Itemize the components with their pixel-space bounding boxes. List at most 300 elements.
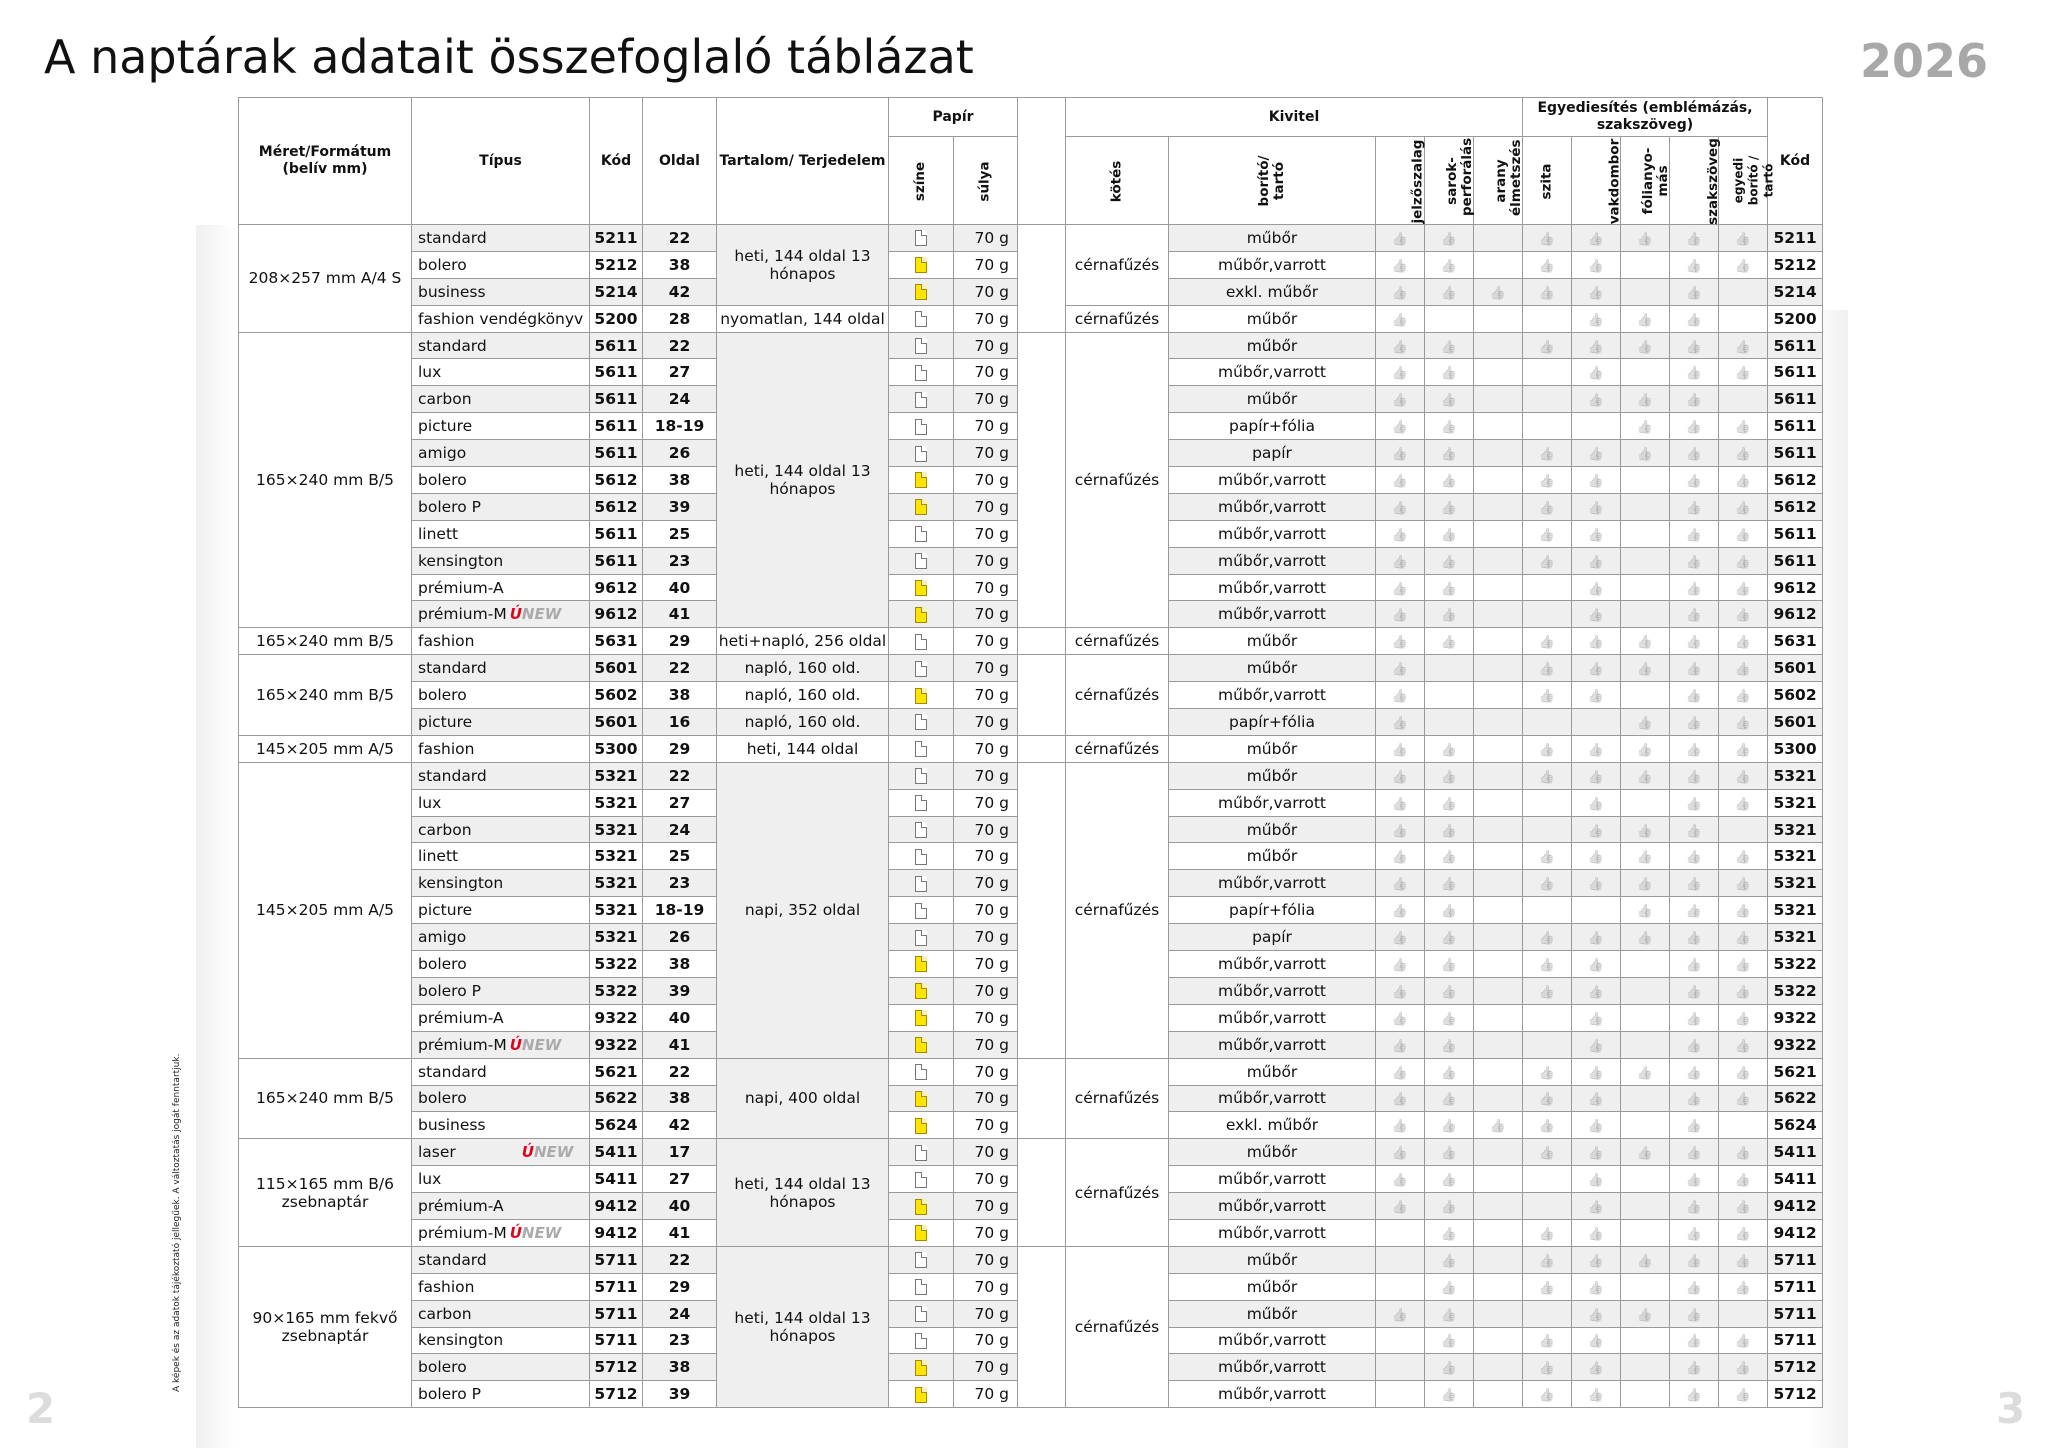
thumbs-up-icon: 👍: [1734, 447, 1752, 463]
feature-mark-cell: [1572, 816, 1621, 843]
thumbs-up-icon: 👍: [1734, 1253, 1752, 1269]
feature-mark-cell: [1376, 628, 1425, 655]
feature-mark-cell: [1523, 1273, 1572, 1300]
thumbs-up-icon: 👍: [1587, 984, 1605, 1000]
type-label: bolero: [418, 470, 467, 489]
thumbs-up-icon: 👍: [1685, 258, 1703, 274]
code-cell: 5321: [590, 789, 643, 816]
feature-mark-cell: [1670, 1300, 1719, 1327]
thumbs-up-icon: 👍: [1587, 931, 1605, 947]
paper-weight-cell: 70 g: [954, 1327, 1018, 1354]
code-cell-right: 5321: [1768, 843, 1823, 870]
feature-mark-cell: [1719, 924, 1768, 951]
feature-mark-cell: [1670, 762, 1719, 789]
feature-mark-cell: [1474, 843, 1523, 870]
feature-mark-cell: [1719, 735, 1768, 762]
thumbs-up-icon: 👍: [1734, 473, 1752, 489]
thumbs-up-icon: 👍: [1538, 527, 1556, 543]
thumbs-up-icon: 👍: [1587, 1065, 1605, 1081]
cover-cell: papír+fólia: [1169, 709, 1376, 736]
feature-mark-cell: [1523, 1300, 1572, 1327]
binding-cell: cérnafűzés: [1066, 628, 1169, 655]
feature-mark-cell: [1621, 440, 1670, 467]
new-badge-u: Ú: [509, 605, 522, 624]
type-cell: [412, 1381, 590, 1408]
binding-cell: cérnafűzés: [1066, 305, 1169, 332]
feature-mark-cell: [1474, 1273, 1523, 1300]
type-cell: [412, 225, 590, 252]
feature-mark-cell: [1621, 413, 1670, 440]
type-cell: [412, 547, 590, 574]
code-cell: 5611: [590, 413, 643, 440]
thumbs-up-icon: 👍: [1391, 581, 1409, 597]
cover-cell: műbőr,varrott: [1169, 789, 1376, 816]
thumbs-up-icon: 👍: [1636, 312, 1654, 328]
paper-color-cell: [889, 1327, 954, 1354]
code-cell-right: 5321: [1768, 789, 1823, 816]
feature-mark-cell: [1376, 520, 1425, 547]
thumbs-up-icon: 👍: [1734, 1011, 1752, 1027]
feature-mark-cell: [1719, 332, 1768, 359]
feature-mark-cell: [1523, 467, 1572, 494]
thumbs-up-icon: 👍: [1440, 877, 1458, 893]
thumbs-up-icon: 👍: [1636, 850, 1654, 866]
header-cover: borító/ tartó: [1169, 137, 1376, 225]
yellow-paper-icon: [915, 1010, 927, 1026]
code-cell-right: 5712: [1768, 1354, 1823, 1381]
feature-mark-cell: [1719, 359, 1768, 386]
code-cell-right: 5321: [1768, 924, 1823, 951]
feature-mark-cell: [1425, 574, 1474, 601]
size-cell: 145×205 mm A/5: [239, 762, 412, 1058]
code-cell: 5711: [590, 1300, 643, 1327]
code-cell-right: 5300: [1768, 735, 1823, 762]
thumbs-up-icon: 👍: [1391, 635, 1409, 651]
thumbs-up-icon: 👍: [1538, 1253, 1556, 1269]
pages-cell: 28: [643, 305, 717, 332]
feature-mark-cell: [1474, 359, 1523, 386]
feature-mark-cell: [1523, 870, 1572, 897]
paper-color-cell: [889, 977, 954, 1004]
feature-mark-cell: [1621, 1139, 1670, 1166]
feature-mark-cell: [1719, 1112, 1768, 1139]
type-label: carbon: [418, 390, 472, 409]
feature-mark-cell: [1474, 251, 1523, 278]
feature-mark-cell: [1425, 493, 1474, 520]
header-emboss: vakdombor: [1572, 137, 1621, 225]
paper-color-cell: [889, 897, 954, 924]
type-label: linett: [418, 847, 459, 866]
code-cell-right: 5601: [1768, 709, 1823, 736]
feature-mark-cell: [1523, 709, 1572, 736]
page-number-left: 2: [26, 1384, 56, 1433]
feature-mark-cell: [1572, 359, 1621, 386]
feature-mark-cell: [1474, 924, 1523, 951]
thumbs-up-icon: 👍: [1685, 850, 1703, 866]
paper-weight-cell: 70 g: [954, 709, 1018, 736]
feature-mark-cell: [1425, 682, 1474, 709]
header-bookmark: jelzőszalag: [1376, 137, 1425, 225]
paper-weight-cell: 70 g: [954, 1273, 1018, 1300]
type-label: fashion: [418, 632, 475, 651]
feature-mark-cell: [1425, 709, 1474, 736]
size-cell: 115×165 mm B/6 zsebnaptár: [239, 1139, 412, 1247]
thumbs-up-icon: 👍: [1685, 984, 1703, 1000]
thumbs-up-icon: 👍: [1685, 366, 1703, 382]
feature-mark-cell: [1719, 816, 1768, 843]
type-cell: [412, 1166, 590, 1193]
paper-weight-cell: 70 g: [954, 1085, 1018, 1112]
thumbs-up-icon: 👍: [1391, 1173, 1409, 1189]
code-cell: 5621: [590, 1058, 643, 1085]
thumbs-up-icon: 👍: [1440, 1173, 1458, 1189]
type-label: bolero: [418, 1358, 467, 1377]
code-cell: 5321: [590, 816, 643, 843]
thumbs-up-icon: 👍: [1685, 877, 1703, 893]
size-cell: 165×240 mm B/5: [239, 655, 412, 736]
feature-mark-cell: [1425, 1327, 1474, 1354]
paper-weight-cell: 70 g: [954, 1058, 1018, 1085]
feature-mark-cell: [1670, 709, 1719, 736]
paper-weight-cell: 70 g: [954, 278, 1018, 305]
thumbs-up-icon: 👍: [1685, 1280, 1703, 1296]
thumbs-up-icon: 👍: [1391, 742, 1409, 758]
feature-mark-cell: [1719, 386, 1768, 413]
white-paper-icon: [915, 661, 927, 677]
feature-mark-cell: [1425, 762, 1474, 789]
feature-mark-cell: [1523, 601, 1572, 628]
table-row: [239, 762, 1823, 789]
feature-mark-cell: [1670, 1085, 1719, 1112]
thumbs-up-icon: 👍: [1685, 904, 1703, 920]
thumbs-up-icon: 👍: [1538, 1361, 1556, 1377]
code-cell: 9412: [590, 1219, 643, 1246]
feature-mark-cell: [1572, 977, 1621, 1004]
feature-mark-cell: [1572, 520, 1621, 547]
feature-mark-cell: [1425, 1300, 1474, 1327]
feature-mark-cell: [1572, 440, 1621, 467]
header-finish-group: Kivitel: [1066, 98, 1523, 137]
feature-mark-cell: [1719, 1246, 1768, 1273]
feature-mark-cell: [1376, 735, 1425, 762]
code-cell-right: 5321: [1768, 897, 1823, 924]
thumbs-up-icon: 👍: [1685, 473, 1703, 489]
type-label: picture: [418, 417, 473, 436]
thumbs-up-icon: 👍: [1538, 635, 1556, 651]
paper-color-cell: [889, 386, 954, 413]
white-paper-icon: [915, 1064, 927, 1080]
feature-mark-cell: [1572, 1031, 1621, 1058]
paper-color-cell: [889, 1354, 954, 1381]
cover-cell: műbőr,varrott: [1169, 359, 1376, 386]
thumbs-up-icon: 👍: [1538, 500, 1556, 516]
cover-cell: műbőr,varrott: [1169, 1166, 1376, 1193]
header-foil: fólianyo- más: [1621, 137, 1670, 225]
paper-weight-cell: 70 g: [954, 762, 1018, 789]
header-perforation: sarok- perforálás: [1425, 137, 1474, 225]
type-label: laser: [418, 1143, 456, 1162]
type-cell: [412, 897, 590, 924]
feature-mark-cell: [1474, 655, 1523, 682]
feature-mark-cell: [1670, 1381, 1719, 1408]
thumbs-up-icon: 👍: [1440, 285, 1458, 301]
thumbs-up-icon: 👍: [1538, 769, 1556, 785]
cover-cell: műbőr: [1169, 843, 1376, 870]
code-cell-right: 5611: [1768, 386, 1823, 413]
feature-mark-cell: [1572, 951, 1621, 978]
content-cell: heti, 144 oldal 13 hónapos: [717, 225, 889, 306]
feature-mark-cell: [1425, 1085, 1474, 1112]
feature-mark-cell: [1572, 897, 1621, 924]
feature-mark-cell: [1572, 1139, 1621, 1166]
code-cell-right: 9612: [1768, 601, 1823, 628]
paper-weight-cell: 70 g: [954, 305, 1018, 332]
feature-mark-cell: [1572, 1193, 1621, 1220]
feature-mark-cell: [1425, 601, 1474, 628]
thumbs-up-icon: 👍: [1685, 1065, 1703, 1081]
code-cell-right: 5621: [1768, 1058, 1823, 1085]
feature-mark-cell: [1376, 1354, 1425, 1381]
code-cell: 5624: [590, 1112, 643, 1139]
thumbs-up-icon: 👍: [1734, 1173, 1752, 1189]
white-paper-icon: [915, 768, 927, 784]
feature-mark-cell: [1474, 1381, 1523, 1408]
feature-mark-cell: [1719, 251, 1768, 278]
pages-cell: 38: [643, 251, 717, 278]
type-label: standard: [418, 659, 487, 678]
size-cell: 145×205 mm A/5: [239, 735, 412, 762]
feature-mark-cell: [1376, 1031, 1425, 1058]
feature-mark-cell: [1670, 682, 1719, 709]
type-label: standard: [418, 228, 487, 247]
thumbs-up-icon: 👍: [1440, 1065, 1458, 1081]
feature-mark-cell: [1572, 1273, 1621, 1300]
new-badge-new: NEW: [521, 605, 562, 624]
yellow-paper-icon: [915, 688, 927, 704]
thumbs-up-icon: 👍: [1685, 1038, 1703, 1054]
paper-color-cell: [889, 1273, 954, 1300]
cover-cell: műbőr: [1169, 735, 1376, 762]
code-cell-right: 5711: [1768, 1300, 1823, 1327]
thumbs-up-icon: 👍: [1685, 1200, 1703, 1215]
header-paper-color: színe: [889, 137, 954, 225]
thumbs-up-icon: 👍: [1538, 850, 1556, 866]
type-label: prémium-M: [418, 1035, 507, 1054]
thumbs-up-icon: 👍: [1587, 258, 1605, 274]
table-row: [239, 225, 1823, 252]
paper-color-cell: [889, 574, 954, 601]
yellow-paper-icon: [915, 607, 927, 623]
thumbs-up-icon: 👍: [1636, 420, 1654, 436]
thumbs-up-icon: 👍: [1587, 689, 1605, 705]
thumbs-up-icon: 👍: [1685, 931, 1703, 947]
thumbs-up-icon: 👍: [1391, 1200, 1409, 1215]
thumbs-up-icon: 👍: [1685, 796, 1703, 812]
type-label: carbon: [418, 1304, 472, 1323]
feature-mark-cell: [1376, 574, 1425, 601]
thumbs-up-icon: 👍: [1538, 339, 1556, 355]
feature-mark-cell: [1621, 225, 1670, 252]
feature-mark-cell: [1670, 413, 1719, 440]
feature-mark-cell: [1670, 467, 1719, 494]
code-cell: 5611: [590, 386, 643, 413]
paper-color-cell: [889, 1004, 954, 1031]
thumbs-up-icon: 👍: [1440, 1253, 1458, 1269]
size-cell: 208×257 mm A/4 S: [239, 225, 412, 333]
code-cell-right: 5411: [1768, 1139, 1823, 1166]
paper-weight-cell: 70 g: [954, 225, 1018, 252]
cover-cell: műbőr,varrott: [1169, 1085, 1376, 1112]
feature-mark-cell: [1425, 843, 1474, 870]
header-custom-cover: egyedi borító / tartó: [1719, 137, 1768, 225]
feature-mark-cell: [1621, 1246, 1670, 1273]
feature-mark-cell: [1572, 1300, 1621, 1327]
empty-cell: [1018, 628, 1066, 655]
feature-mark-cell: [1425, 951, 1474, 978]
feature-mark-cell: [1670, 977, 1719, 1004]
thumbs-up-icon: 👍: [1440, 1119, 1458, 1135]
type-label: carbon: [418, 820, 472, 839]
white-paper-icon: [915, 876, 927, 892]
cover-cell: műbőr,varrott: [1169, 574, 1376, 601]
feature-mark-cell: [1376, 1085, 1425, 1112]
feature-mark-cell: [1572, 251, 1621, 278]
paper-weight-cell: 70 g: [954, 1112, 1018, 1139]
feature-mark-cell: [1425, 386, 1474, 413]
code-cell: 5211: [590, 225, 643, 252]
type-label: lux: [418, 1170, 442, 1189]
code-cell: 5712: [590, 1381, 643, 1408]
thumbs-up-icon: 👍: [1440, 796, 1458, 812]
feature-mark-cell: [1523, 1004, 1572, 1031]
thumbs-up-icon: 👍: [1636, 231, 1654, 247]
thumbs-up-icon: 👍: [1734, 689, 1752, 705]
thumbs-up-icon: 👍: [1587, 1226, 1605, 1242]
thumbs-up-icon: 👍: [1538, 957, 1556, 973]
type-cell: [412, 386, 590, 413]
feature-mark-cell: [1523, 1058, 1572, 1085]
feature-mark-cell: [1523, 924, 1572, 951]
thumbs-up-icon: 👍: [1734, 796, 1752, 812]
paper-color-cell: [889, 870, 954, 897]
white-paper-icon: [915, 526, 927, 542]
cover-cell: műbőr: [1169, 655, 1376, 682]
empty-cell: [1018, 225, 1066, 333]
feature-mark-cell: [1719, 1004, 1768, 1031]
cover-cell: műbőr,varrott: [1169, 601, 1376, 628]
thumbs-up-icon: 👍: [1685, 769, 1703, 785]
thumbs-up-icon: 👍: [1440, 1334, 1458, 1350]
paper-weight-cell: 70 g: [954, 628, 1018, 655]
code-cell: 5321: [590, 924, 643, 951]
white-paper-icon: [915, 714, 927, 730]
feature-mark-cell: [1719, 1139, 1768, 1166]
empty-cell: [1018, 1246, 1066, 1407]
pages-cell: 39: [643, 493, 717, 520]
white-paper-icon: [915, 553, 927, 569]
thumbs-up-icon: 👍: [1440, 500, 1458, 516]
thumbs-up-icon: 👍: [1587, 1173, 1605, 1189]
paper-color-cell: [889, 628, 954, 655]
new-badge: [510, 1036, 562, 1054]
paper-color-cell: [889, 225, 954, 252]
cover-cell: műbőr,varrott: [1169, 251, 1376, 278]
thumbs-up-icon: 👍: [1587, 1119, 1605, 1135]
thumbs-up-icon: 👍: [1734, 527, 1752, 543]
thumbs-up-icon: 👍: [1440, 581, 1458, 597]
type-label: bolero: [418, 255, 467, 274]
thumbs-up-icon: 👍: [1489, 285, 1507, 301]
feature-mark-cell: [1670, 1112, 1719, 1139]
feature-mark-cell: [1621, 977, 1670, 1004]
feature-mark-cell: [1376, 359, 1425, 386]
binding-cell: cérnafűzés: [1066, 735, 1169, 762]
code-cell-right: 5321: [1768, 762, 1823, 789]
feature-mark-cell: [1425, 735, 1474, 762]
feature-mark-cell: [1425, 816, 1474, 843]
content-cell: nyomatlan, 144 oldal: [717, 305, 889, 332]
feature-mark-cell: [1670, 1193, 1719, 1220]
cover-cell: műbőr,varrott: [1169, 1354, 1376, 1381]
feature-mark-cell: [1523, 1112, 1572, 1139]
white-paper-icon: [915, 1172, 927, 1188]
feature-mark-cell: [1474, 951, 1523, 978]
new-badge-new: NEW: [521, 1035, 562, 1054]
thumbs-up-icon: 👍: [1538, 473, 1556, 489]
thumbs-up-icon: 👍: [1685, 1388, 1703, 1404]
thumbs-up-icon: 👍: [1440, 823, 1458, 839]
feature-mark-cell: [1523, 1139, 1572, 1166]
feature-mark-cell: [1474, 386, 1523, 413]
header-pages: Oldal: [643, 98, 717, 225]
thumbs-up-icon: 👍: [1636, 635, 1654, 651]
feature-mark-cell: [1572, 1381, 1621, 1408]
feature-mark-cell: [1474, 467, 1523, 494]
thumbs-up-icon: 👍: [1440, 984, 1458, 1000]
feature-mark-cell: [1523, 493, 1572, 520]
calendar-summary-table: [238, 97, 1823, 1408]
pages-cell: 42: [643, 278, 717, 305]
thumbs-up-icon: 👍: [1391, 662, 1409, 678]
thumbs-up-icon: 👍: [1636, 769, 1654, 785]
feature-mark-cell: [1621, 1085, 1670, 1112]
paper-weight-cell: 70 g: [954, 440, 1018, 467]
thumbs-up-icon: 👍: [1587, 877, 1605, 893]
feature-mark-cell: [1572, 467, 1621, 494]
feature-mark-cell: [1719, 1058, 1768, 1085]
pages-cell: 22: [643, 655, 717, 682]
thumbs-up-icon: 👍: [1734, 1388, 1752, 1404]
code-cell-right: 5611: [1768, 359, 1823, 386]
thumbs-up-icon: 👍: [1734, 1038, 1752, 1054]
cover-cell: papír: [1169, 924, 1376, 951]
feature-mark-cell: [1425, 305, 1474, 332]
thumbs-up-icon: 👍: [1734, 581, 1752, 597]
paper-color-cell: [889, 709, 954, 736]
code-cell: 5631: [590, 628, 643, 655]
code-cell: 5601: [590, 655, 643, 682]
feature-mark-cell: [1376, 440, 1425, 467]
feature-mark-cell: [1719, 493, 1768, 520]
feature-mark-cell: [1670, 843, 1719, 870]
code-cell: 5712: [590, 1354, 643, 1381]
feature-mark-cell: [1376, 467, 1425, 494]
paper-color-cell: [889, 601, 954, 628]
thumbs-up-icon: 👍: [1440, 420, 1458, 436]
thumbs-up-icon: 👍: [1734, 1280, 1752, 1296]
thumbs-up-icon: 👍: [1685, 554, 1703, 570]
feature-mark-cell: [1572, 655, 1621, 682]
